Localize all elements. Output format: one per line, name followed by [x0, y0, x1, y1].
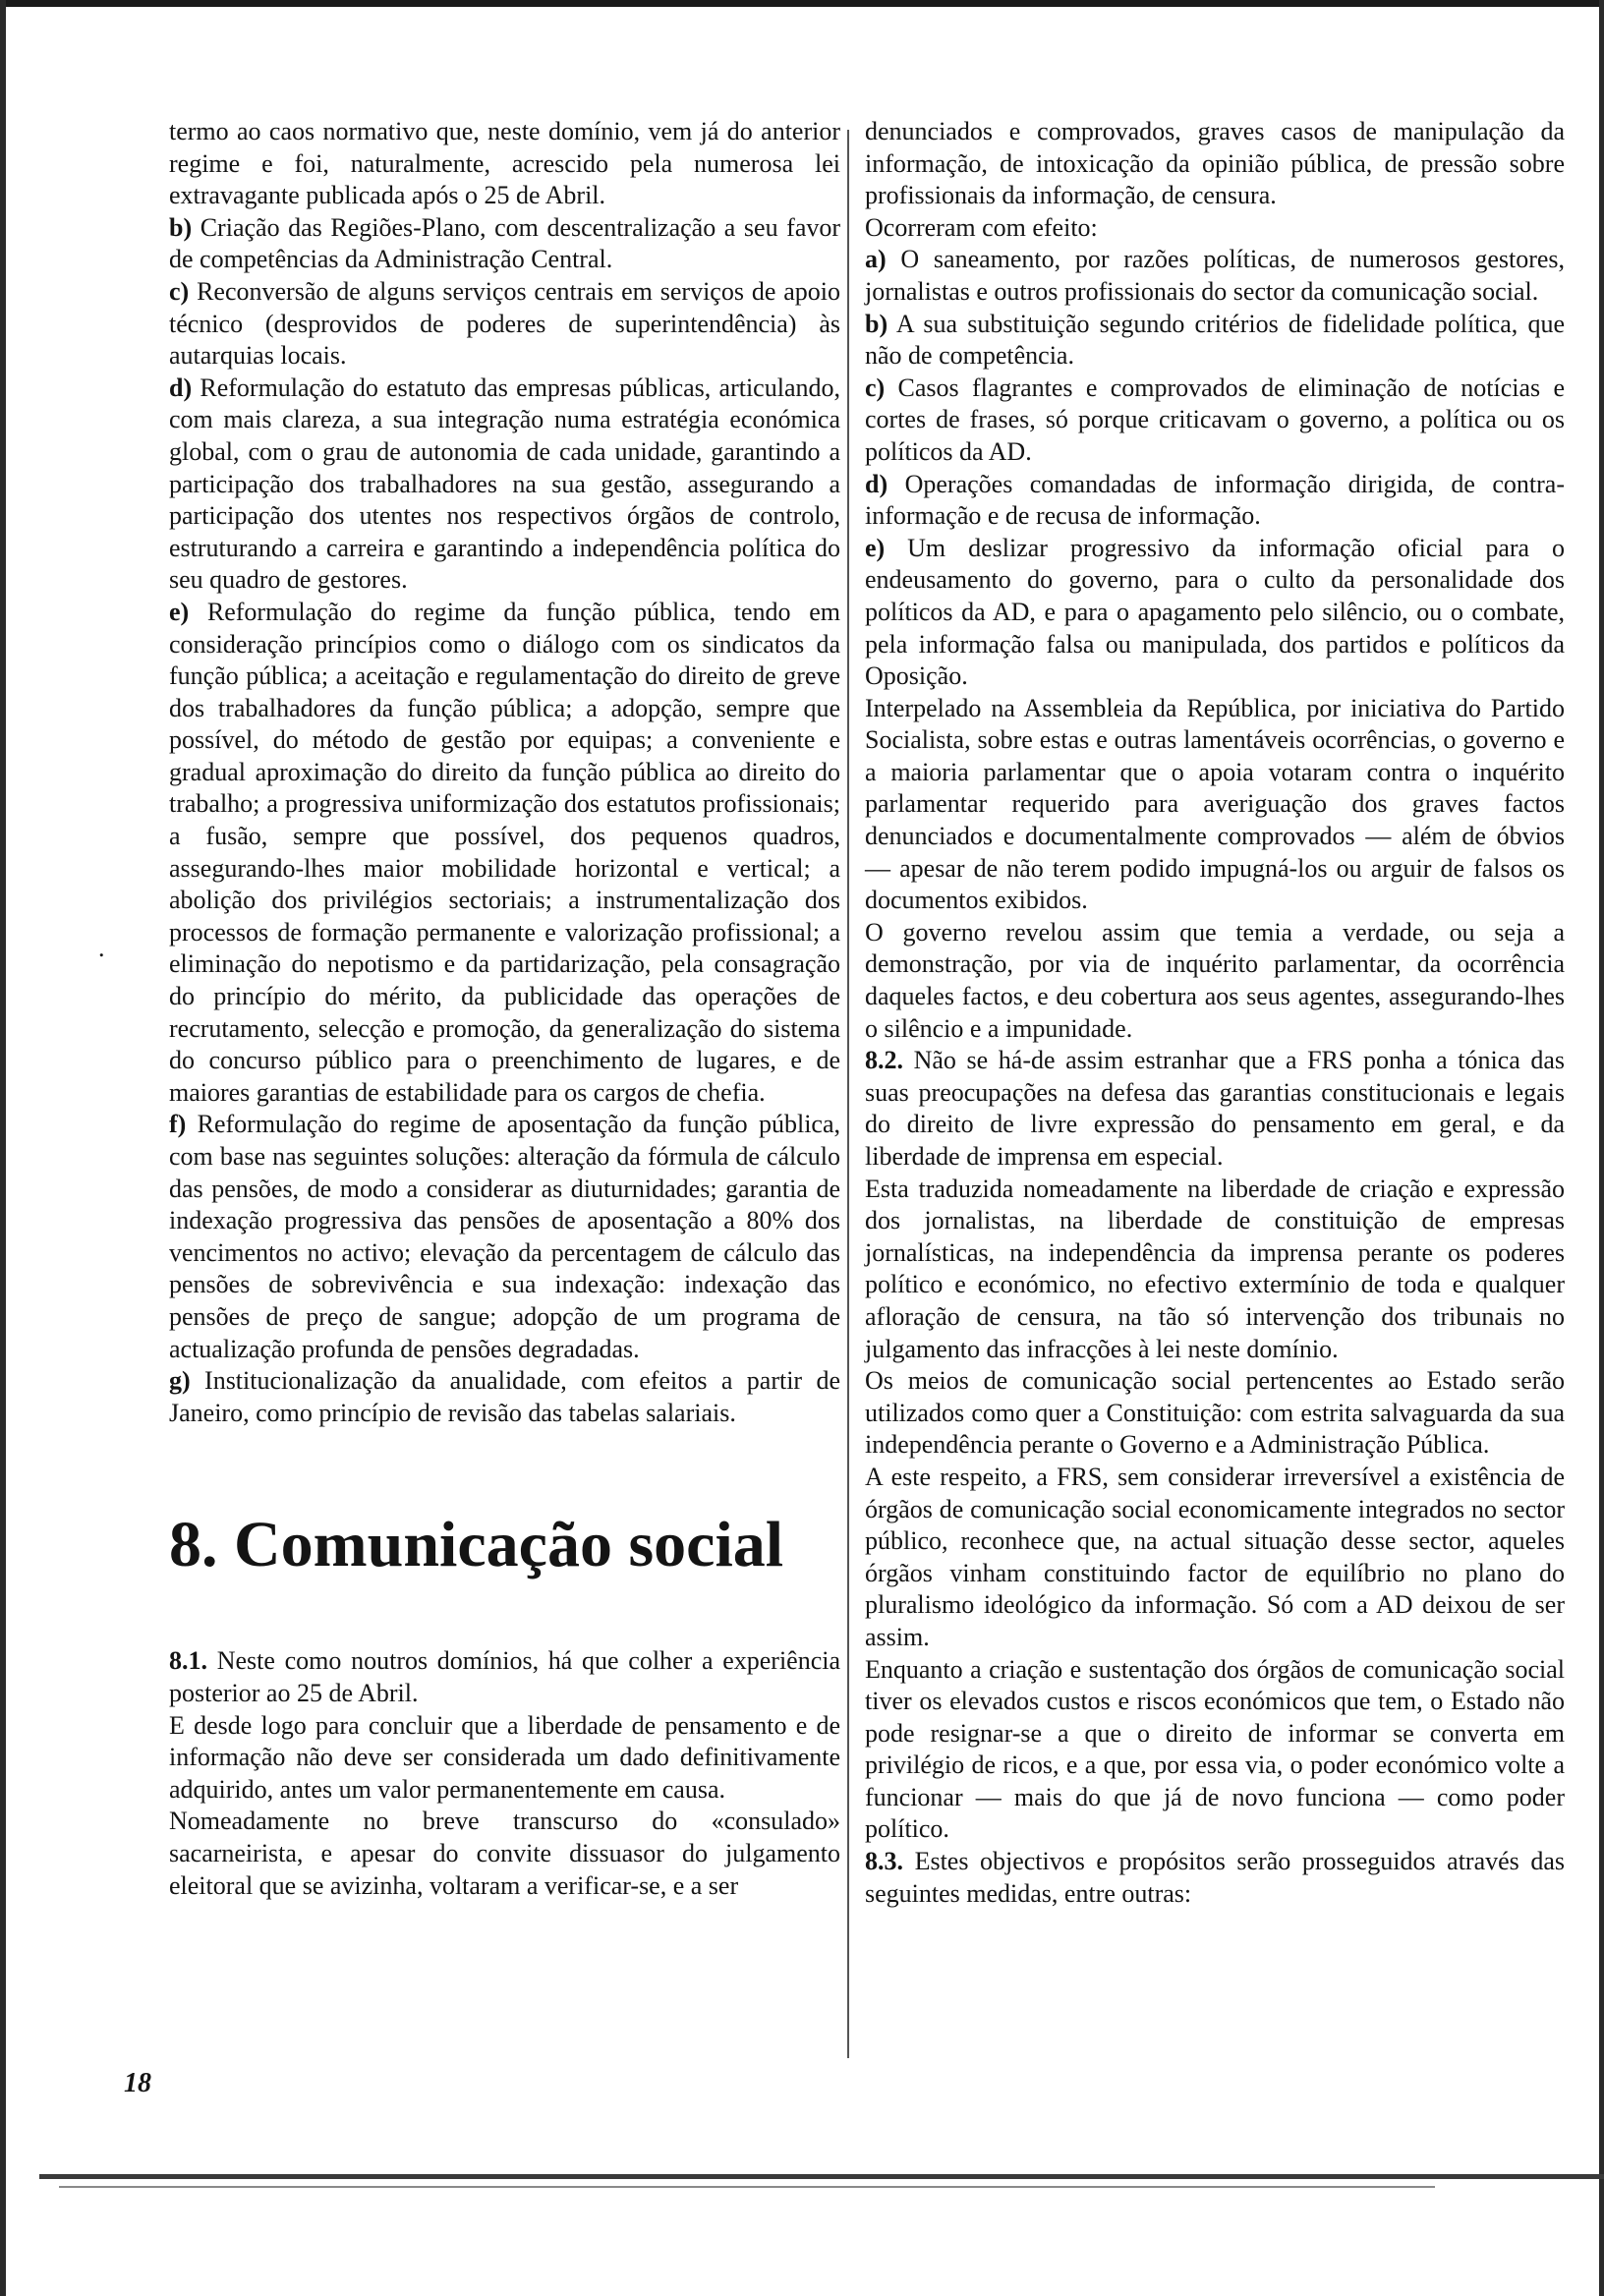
- item-text: A sua substituição segundo critérios de fidelidade política, que não de competência.: [865, 309, 1565, 371]
- scan-border-left: [0, 0, 6, 2296]
- list-item-f: [169, 1109, 840, 1365]
- item-text: O saneamento, por razões políticas, de numerosos gestores, jornalistas e outros profissionais do sector da comunicação social.: [865, 245, 1566, 306]
- item-key: c): [865, 373, 886, 402]
- paragraph: Os meios de comunicação social pertencentes ao Estado serão utilizados como quer a Constituição: com estrita salvaguarda da sua independência perante o Governo e a Administração Pública.: [865, 1366, 1565, 1460]
- item-text: Casos flagrantes e comprovados de eliminação de notícias e cortes de frases, só porque criticavam o governo, a política ou os políticos da AD.: [865, 373, 1565, 466]
- list-item-d: [865, 469, 1565, 533]
- list-item-b: [865, 309, 1565, 373]
- left-intro-paragraph: termo ao caos normativo que, neste domínio, vem já do anterior regime e foi, naturalmente, acrescido pela numerosa lei extravagante publicada após o 25 de Abril.: [169, 117, 840, 210]
- list-item-e: [865, 533, 1565, 693]
- item-text: Reconversão de alguns serviços centrais em serviços de apoio técnico (desprovidos de poderes de superintendência) às autarquias locais.: [169, 276, 841, 371]
- paragraph: Esta traduzida nomeadamente na liberdade de criação e expressão dos jornalistas, na liberdade de constituição de empresas jornalísticas, na independência da imprensa perante os poderes político e económico, no efectivo extermínio de toda e qualquer afloração de censura, na tão só intervenção dos tribunais no julgamento das infracções à lei neste domínio.: [865, 1174, 1565, 1363]
- section-8-1-paragraph: [169, 1645, 840, 1709]
- scan-border-right: [1599, 0, 1604, 2296]
- item-key: c): [169, 276, 190, 306]
- stray-mark: .: [98, 934, 105, 962]
- item-key: d): [865, 469, 888, 498]
- item-text: Operações comandadas de informação dirigida, de contra-informação e de recusa de informação.: [865, 469, 1566, 531]
- section-text: Não se há-de assim estranhar que a FRS ponha a tónica das suas preocupações na defesa das garantias constitucionais e legais do direito de livre expressão do pensamento em geral, e da liberdade de imprensa em especial.: [865, 1046, 1566, 1171]
- page-number: 18: [124, 2068, 151, 2098]
- list-item-e: [169, 597, 840, 1110]
- paragraph: Interpelado na Assembleia da República, por iniciativa do Partido Socialista, sobre estas e outras lamentáveis ocorrências, o governo e a maioria parlamentar que o apoia votaram contra o inquérito parlamentar requerido para averiguação dos graves factos denunciados e documentalmente comprovados — além de óbvios — apesar de não terem podido impugná-los ou arguir de falsos os documentos exibidos.: [865, 693, 1565, 915]
- left-column: [169, 116, 840, 1902]
- list-lead: Ocorreram com efeito:: [865, 212, 1098, 242]
- paragraph: O governo revelou assim que temia a verdade, ou seja a demonstração, por via de inquérito parlamentar, da ocorrência daqueles factos, e deu cobertura aos seus agentes, assegurando-lhes o silêncio e a impunidade.: [865, 917, 1565, 1043]
- item-text: Reformulação do regime de aposentação da função pública, com base nas seguintes soluções: alteração da fórmula de cálculo das pensões, de modo a considerar as diuturnidades; garantia de indexação progressiva das pensões de aposentação a 80% dos vencimentos no activo; elevação da percentagem de cálculo das pensões de sobrevivência e sua indexação: indexação das pensões de preço de sangue; adopção de um programa de actualização profunda de pensões degradadas.: [169, 1110, 841, 1363]
- section-heading: 8. Comunicação social: [169, 1509, 784, 1581]
- paragraph: Enquanto a criação e sustentação dos órgãos de comunicação social tiver os elevados custos e riscos económicos que tem, o Estado não pode resignar-se a que o direito de informar se converta em privilégio de ricos, e a que, por essa via, o poder económico volte a funcionar — mais do que já de novo funciona — como poder político.: [865, 1654, 1565, 1844]
- list-item-c: [169, 276, 840, 373]
- list-item-c: [865, 373, 1565, 469]
- section-number: 8.3.: [865, 1847, 903, 1876]
- right-intro-paragraph: denunciados e comprovados, graves casos de manipulação da informação, de intoxicação da opinião pública, de pressão sobre profissionais da informação, de censura.: [865, 117, 1565, 210]
- item-text: Reformulação do estatuto das empresas públicas, articulando, com mais clareza, a sua integração numa estratégia económica global, com o grau de autonomia de cada unidade, garantindo a participação dos trabalhadores na sua gestão, assegurando a participação dos utentes nos respectivos órgãos de controlo, estruturando a carreira e garantindo a independência política do seu quadro de gestores.: [169, 373, 840, 595]
- item-key: e): [865, 533, 886, 562]
- scan-border-bottom-faint: [59, 2186, 1435, 2188]
- section-text: Estes objectivos e propósitos serão prosseguidos através das seguintes medidas, entre outras:: [865, 1847, 1566, 1908]
- item-key: b): [169, 212, 193, 242]
- item-key: f): [169, 1110, 187, 1139]
- item-key: b): [865, 309, 888, 338]
- item-key: g): [169, 1366, 191, 1396]
- scan-border-top: [0, 0, 1604, 7]
- section-8-3-paragraph: [865, 1846, 1565, 1910]
- right-column: [865, 116, 1565, 1910]
- item-text: Um deslizar progressivo da informação oficial para o endeusamento do governo, para o culto da personalidade dos políticos da AD, e para o apagamento pelo silêncio, ou o combate, pela informação falsa ou manipulada, dos partidos e políticos da Oposição.: [865, 533, 1566, 691]
- item-text: Reformulação do regime da função pública, tendo em consideração princípios como o diálogo com os sindicatos da função pública; a aceitação e regulamentação do direito de greve dos trabalhadores da função pública; a adopção, sempre que possível, do método de gestão por equipas; a conveniente e gradual aproximação do direito da função pública ao direito do trabalho; a progressiva uniformização dos estatutos profissionais; a fusão, sempre que possível, dos pequenos quadros, assegurando-lhes maior mobilidade horizontal e vertical; a abolição dos privilégios sectoriais; a instrumentalização dos processos de formação permanente e valorização profissional; a eliminação do nepotismo e da partidarização, pela consagração do princípio do mérito, da publicidade das operações de recrutamento, selecção e promoção, da generalização do sistema do concurso público para o preenchimento de lugares, e de maiores garantias de estabilidade para os cargos de chefia.: [169, 597, 840, 1107]
- section-text: Neste como noutros domínios, há que colher a experiência posterior ao 25 de Abril.: [169, 1646, 841, 1707]
- list-item-a: [865, 244, 1565, 308]
- list-item-g: [169, 1365, 840, 1429]
- paragraph: Nomeadamente no breve transcurso do «consulado» sacarneirista, e apesar do convite dissuasor do julgamento eleitoral que se avizinha, voltaram a verificar-se, e a ser: [169, 1807, 840, 1900]
- item-key: e): [169, 597, 190, 626]
- paragraph: E desde logo para concluir que a liberdade de pensamento e de informação não deve ser considerada um dado definitivamente adquirido, antes um valor permanentemente em causa.: [169, 1710, 840, 1804]
- item-key: a): [865, 245, 887, 274]
- scan-border-bottom: [39, 2174, 1604, 2179]
- section-number: 8.2.: [865, 1046, 903, 1075]
- paragraph: A este respeito, a FRS, sem considerar irreversível a existência de órgãos de comunicação social economicamente integrados no sector público, reconhece que, na actual situação desse sector, aqueles órgãos vinham constituindo factor de equilíbrio no plano do pluralismo ideológico da informação. Só com a AD deixou de ser assim.: [865, 1462, 1565, 1651]
- column-divider: [847, 130, 849, 2058]
- list-item-d: [169, 373, 840, 597]
- section-8-2-paragraph: [865, 1045, 1565, 1173]
- item-text: Criação das Regiões-Plano, com descentralização a seu favor de competências da Administração Central.: [169, 212, 841, 274]
- item-key: d): [169, 373, 193, 402]
- list-item-b: [169, 212, 840, 276]
- section-number: 8.1.: [169, 1646, 207, 1676]
- item-text: Institucionalização da anualidade, com efeitos a partir de Janeiro, como princípio de revisão das tabelas salariais.: [169, 1366, 840, 1427]
